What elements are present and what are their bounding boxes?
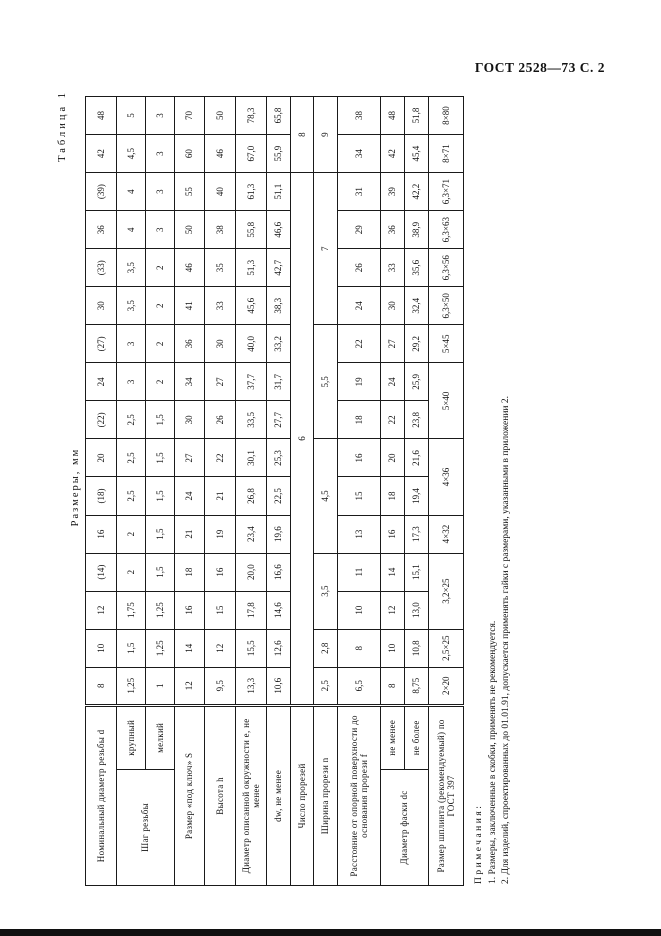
data-cell: 23,4 <box>236 515 267 553</box>
data-cell: 38,3 <box>267 287 291 325</box>
data-cell: 18 <box>338 401 381 439</box>
data-cell: 8×80 <box>429 97 464 135</box>
data-cell: 2 <box>146 249 175 287</box>
data-cell: 4 <box>117 173 146 211</box>
data-cell: 1,5 <box>146 401 175 439</box>
rotated-table-block <box>57 88 539 886</box>
data-cell: 61,3 <box>236 173 267 211</box>
data-cell: 2,5×25 <box>429 629 464 667</box>
data-cell: 1,25 <box>146 629 175 667</box>
data-cell: 30,1 <box>236 439 267 477</box>
data-cell: 8,75 <box>405 667 429 705</box>
row-label-cell: не менее <box>381 705 405 769</box>
data-cell: 21 <box>175 515 205 553</box>
data-cell: (18) <box>86 477 117 515</box>
data-cell: 6,3×56 <box>429 249 464 287</box>
row-label-cell: не более <box>405 705 429 769</box>
data-cell: 38 <box>205 211 236 249</box>
data-cell: 21,6 <box>405 439 429 477</box>
row-label-cell: Размер шплинта (рекомендуемый) по ГОСТ 397 <box>429 705 464 885</box>
data-cell: 26 <box>338 249 381 287</box>
data-cell: 50 <box>205 97 236 135</box>
data-cell: 38,9 <box>405 211 429 249</box>
data-cell: 4,5 <box>117 135 146 173</box>
data-cell: (14) <box>86 553 117 591</box>
data-cell: (22) <box>86 401 117 439</box>
data-cell: 4,5 <box>314 439 338 553</box>
data-cell: 18 <box>381 477 405 515</box>
data-cell: 36 <box>381 211 405 249</box>
data-cell: 3 <box>146 211 175 249</box>
data-cell: 18 <box>175 553 205 591</box>
data-cell: 16 <box>338 439 381 477</box>
table-row <box>405 97 429 886</box>
data-cell: 16 <box>175 591 205 629</box>
data-cell: 67,0 <box>236 135 267 173</box>
data-cell: 10 <box>338 591 381 629</box>
table-row <box>86 97 117 886</box>
data-cell: 45,6 <box>236 287 267 325</box>
data-cell: 3 <box>146 173 175 211</box>
row-label-cell: Диаметр описанной окружности е, не менее <box>236 705 267 885</box>
data-cell: 1,75 <box>117 591 146 629</box>
data-cell: 20 <box>86 439 117 477</box>
data-cell: 24 <box>175 477 205 515</box>
data-cell: 16 <box>381 515 405 553</box>
data-cell: 10 <box>86 629 117 667</box>
data-cell: 34 <box>338 135 381 173</box>
note-item: 2. Для изделий, спроектированных до 01.01.91, допускается применять гайки с размерами, указанными в приложении 2. <box>501 396 511 884</box>
data-cell: 46 <box>205 135 236 173</box>
data-cell: 13,3 <box>236 667 267 705</box>
data-cell: 22 <box>338 325 381 363</box>
data-cell: (33) <box>86 249 117 287</box>
data-cell: 2 <box>146 363 175 401</box>
main-table-body <box>86 97 464 886</box>
data-cell: 5,5 <box>314 325 338 439</box>
table-row <box>236 97 267 886</box>
data-cell: 13,0 <box>405 591 429 629</box>
data-cell: 10,6 <box>267 667 291 705</box>
units-label: Размеры, мм <box>70 447 81 527</box>
data-cell: 3,2×25 <box>429 553 464 629</box>
row-label-cell: Шаг резьбы <box>117 769 175 885</box>
data-cell: 19 <box>338 363 381 401</box>
data-cell: 78,3 <box>236 97 267 135</box>
data-cell: 70 <box>175 97 205 135</box>
data-cell: 15 <box>338 477 381 515</box>
data-cell: 30 <box>86 287 117 325</box>
dimensions-table <box>85 96 464 886</box>
table-row <box>146 97 175 886</box>
data-cell: 15 <box>205 591 236 629</box>
data-cell: 10,8 <box>405 629 429 667</box>
data-cell: 2,5 <box>117 477 146 515</box>
data-cell: 3 <box>117 325 146 363</box>
data-cell: 40 <box>205 173 236 211</box>
data-cell: 8 <box>291 97 314 173</box>
data-cell: 11 <box>338 553 381 591</box>
data-cell: 2,8 <box>314 629 338 667</box>
data-cell: 30 <box>381 287 405 325</box>
data-cell: 25,9 <box>405 363 429 401</box>
data-cell: 6,3×50 <box>429 287 464 325</box>
data-cell: 16 <box>86 515 117 553</box>
data-cell: 24 <box>338 287 381 325</box>
data-cell: 2,5 <box>314 667 338 705</box>
data-cell: 36 <box>86 211 117 249</box>
data-cell: 6,3×71 <box>429 173 464 211</box>
data-cell: 51,8 <box>405 97 429 135</box>
page-title: ГОСТ 2528—73 С. 2 <box>474 60 605 75</box>
row-label-cell: Размер «под ключ» S <box>175 705 205 885</box>
data-cell: 26 <box>205 401 236 439</box>
table-row <box>175 97 205 886</box>
data-cell: 27,7 <box>267 401 291 439</box>
data-cell: 26,8 <box>236 477 267 515</box>
data-cell: 9,5 <box>205 667 236 705</box>
data-cell: 22 <box>381 401 405 439</box>
data-cell: 34 <box>175 363 205 401</box>
table-row <box>291 97 314 886</box>
data-cell: 2,5 <box>117 439 146 477</box>
data-cell: 36 <box>175 325 205 363</box>
data-cell: 51,1 <box>267 173 291 211</box>
notes-heading: Примечания: <box>474 803 484 884</box>
data-cell: 1,5 <box>146 553 175 591</box>
data-cell: 42 <box>86 135 117 173</box>
table-row <box>338 97 381 886</box>
table-row <box>117 97 146 886</box>
data-cell: 31 <box>338 173 381 211</box>
data-cell: 24 <box>86 363 117 401</box>
data-cell: 8×71 <box>429 135 464 173</box>
data-cell: 30 <box>175 401 205 439</box>
data-cell: 3 <box>146 135 175 173</box>
data-cell: 65,8 <box>267 97 291 135</box>
data-cell: (27) <box>86 325 117 363</box>
data-cell: 48 <box>86 97 117 135</box>
data-cell: 15,5 <box>236 629 267 667</box>
data-cell: 9 <box>314 97 338 173</box>
data-cell: 2 <box>117 553 146 591</box>
data-cell: 32,4 <box>405 287 429 325</box>
data-cell: 46 <box>175 249 205 287</box>
data-cell: 6 <box>291 173 314 706</box>
data-cell: 3,5 <box>314 553 338 629</box>
data-cell: 22 <box>205 439 236 477</box>
data-cell: 39 <box>381 173 405 211</box>
data-cell: 4×36 <box>429 439 464 515</box>
data-cell: 35 <box>205 249 236 287</box>
data-cell: 24 <box>381 363 405 401</box>
data-cell: 2×20 <box>429 667 464 705</box>
row-label-cell: Номинальный диаметр резьбы d <box>86 705 117 885</box>
data-cell: 33 <box>205 287 236 325</box>
scan-edge-artifact <box>0 929 661 936</box>
data-cell: 16,6 <box>267 553 291 591</box>
data-cell: 2,5 <box>117 401 146 439</box>
data-cell: 37,7 <box>236 363 267 401</box>
data-cell: 42,7 <box>267 249 291 287</box>
data-cell: 35,6 <box>405 249 429 287</box>
data-cell: 46,6 <box>267 211 291 249</box>
data-cell: 23,8 <box>405 401 429 439</box>
data-cell: 1,5 <box>146 477 175 515</box>
data-cell: 12,6 <box>267 629 291 667</box>
data-cell: 25,3 <box>267 439 291 477</box>
data-cell: 1,5 <box>117 629 146 667</box>
data-cell: 12 <box>205 629 236 667</box>
data-cell: 1,25 <box>146 591 175 629</box>
data-cell: 50 <box>175 211 205 249</box>
table-caption: Таблица 1 <box>57 90 68 162</box>
data-cell: 14 <box>175 629 205 667</box>
data-cell: 5×40 <box>429 363 464 439</box>
notes-items <box>487 88 514 884</box>
data-cell: (39) <box>86 173 117 211</box>
data-cell: 33,5 <box>236 401 267 439</box>
row-label-cell: Расстояние от опорной поверхности до основания прорези f <box>338 705 381 885</box>
data-cell: 12 <box>86 591 117 629</box>
data-cell: 5×45 <box>429 325 464 363</box>
data-cell: 2 <box>146 287 175 325</box>
data-cell: 20 <box>381 439 405 477</box>
data-cell: 17,8 <box>236 591 267 629</box>
data-cell: 22,5 <box>267 477 291 515</box>
data-cell: 16 <box>205 553 236 591</box>
data-cell: 27 <box>205 363 236 401</box>
data-cell: 55,8 <box>236 211 267 249</box>
data-cell: 21 <box>205 477 236 515</box>
table-row <box>429 97 464 886</box>
data-cell: 5 <box>117 97 146 135</box>
row-label-cell: Диаметр фаски dc <box>381 769 429 885</box>
row-label-cell: крупный <box>117 705 146 769</box>
table-row <box>381 97 405 886</box>
data-cell: 14,6 <box>267 591 291 629</box>
note-item: 1. Размеры, заключенные в скобки, применять не рекомендуется. <box>487 620 498 884</box>
data-cell: 6,3×63 <box>429 211 464 249</box>
row-label-cell: Число прорезей <box>291 705 314 885</box>
table-row <box>205 97 236 886</box>
data-cell: 12 <box>175 667 205 705</box>
data-cell: 48 <box>381 97 405 135</box>
data-cell: 8 <box>86 667 117 705</box>
data-cell: 4 <box>117 211 146 249</box>
data-cell: 1,5 <box>146 515 175 553</box>
data-cell: 2 <box>146 325 175 363</box>
row-label-cell: Высота h <box>205 705 236 885</box>
data-cell: 19 <box>205 515 236 553</box>
notes <box>473 88 514 886</box>
data-cell: 15,1 <box>405 553 429 591</box>
data-cell: 13 <box>338 515 381 553</box>
data-cell: 55,9 <box>267 135 291 173</box>
data-cell: 40,0 <box>236 325 267 363</box>
data-cell: 3,5 <box>117 249 146 287</box>
data-cell: 55 <box>175 173 205 211</box>
data-cell: 1 <box>146 667 175 705</box>
data-cell: 29 <box>338 211 381 249</box>
data-cell: 45,4 <box>405 135 429 173</box>
data-cell: 1,5 <box>146 439 175 477</box>
data-cell: 51,3 <box>236 249 267 287</box>
data-cell: 17,3 <box>405 515 429 553</box>
row-label-cell: dw, не менее <box>267 705 291 885</box>
data-cell: 14 <box>381 553 405 591</box>
data-cell: 2 <box>117 515 146 553</box>
data-cell: 31,7 <box>267 363 291 401</box>
data-cell: 27 <box>175 439 205 477</box>
data-cell: 4×32 <box>429 515 464 553</box>
row-label-cell: мелкий <box>146 705 175 769</box>
data-cell: 8 <box>381 667 405 705</box>
row-label-cell: Ширина прорези n <box>314 705 338 885</box>
data-cell: 3 <box>146 97 175 135</box>
data-cell: 33 <box>381 249 405 287</box>
data-cell: 1,25 <box>117 667 146 705</box>
data-cell: 3 <box>117 363 146 401</box>
data-cell: 41 <box>175 287 205 325</box>
data-cell: 38 <box>338 97 381 135</box>
data-cell: 42,2 <box>405 173 429 211</box>
data-cell: 19,6 <box>267 515 291 553</box>
data-cell: 7 <box>314 173 338 325</box>
data-cell: 42 <box>381 135 405 173</box>
table-row <box>314 97 338 886</box>
data-cell: 30 <box>205 325 236 363</box>
data-cell: 12 <box>381 591 405 629</box>
data-cell: 6,5 <box>338 667 381 705</box>
data-cell: 60 <box>175 135 205 173</box>
data-cell: 10 <box>381 629 405 667</box>
data-cell: 27 <box>381 325 405 363</box>
table-row <box>267 97 291 886</box>
data-cell: 33,2 <box>267 325 291 363</box>
data-cell: 8 <box>338 629 381 667</box>
data-cell: 19,4 <box>405 477 429 515</box>
data-cell: 29,2 <box>405 325 429 363</box>
data-cell: 3,5 <box>117 287 146 325</box>
data-cell: 20,0 <box>236 553 267 591</box>
